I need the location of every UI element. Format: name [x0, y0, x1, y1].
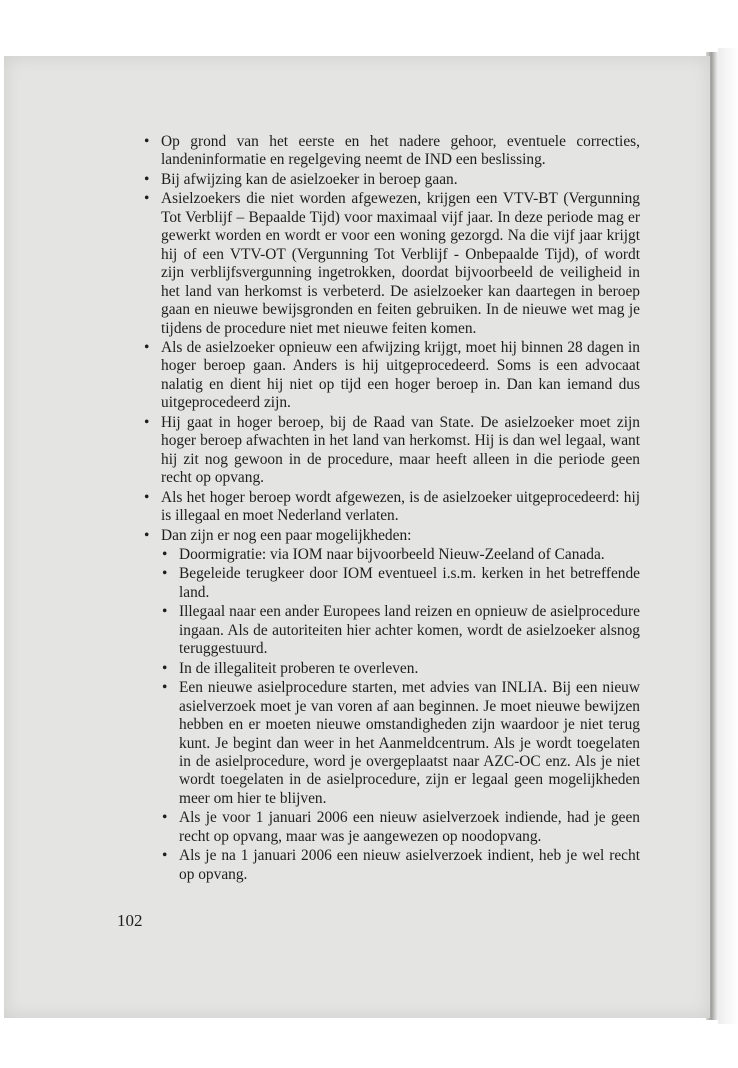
list-item: • Asielzoekers die niet worden afgewezen, krijgen een VTV-BT (Vergunning Tot Verblijf – Bepaalde Tijd) voor maximaal vijf jaar. In deze periode mag er gewerkt worden en wordt er voor een woning gezorgd. Na die vijf jaar krijgt hij of een VTV-OT (Vergunning Tot Verblijf - Onbepaalde Tijd), of wordt zijn verblijfsvergunning ingetrokken, doordat bijvoorbeeld de veiligheid in het land van herkomst is verbeterd. De asielzoeker kan daartegen in beroep gaan en nieuwe bewijsgronden en feiten gebruiken. In de nieuwe wet mag je tijdens de procedure niet met nieuwe feiten komen. [143, 190, 640, 338]
page-body [143, 133, 640, 885]
sub-list-item: • Doormigratie: via IOM naar bijvoorbeeld Nieuw-Zeeland of Canada. [161, 546, 640, 564]
sub-list-item: • Als je voor 1 januari 2006 een nieuw asielverzoek indiende, had je geen recht op opvang, maar was je aangewezen op noodopvang. [161, 809, 640, 846]
sub-list-item: • Illegaal naar een ander Europees land reizen en opnieuw de asielprocedure ingaan. Als de autoriteiten hier achter komen, wordt de asielzoeker alsnog teruggestuurd. [161, 603, 640, 658]
sub-list-item: • In de illegaliteit proberen te overleven. [161, 660, 640, 678]
list-item: • Als het hoger beroep wordt afgewezen, is de asielzoeker uitgeprocedeerd: hij is illegaal en moet Nederland verlaten. [143, 489, 640, 526]
list-item-options [143, 527, 640, 885]
page-edge [718, 48, 738, 1024]
page-number: 102 [117, 911, 143, 930]
list-item: • Als de asielzoeker opnieuw een afwijzing krijgt, moet hij binnen 28 dagen in hoger beroep gaan. Anders is hij uitgeprocedeerd. Soms is een advocaat nalatig en dient hij niet op tijd een hoger beroep in. Dan kan iemand dus uitgeprocedeerd zijn. [143, 339, 640, 413]
sub-list-item: • Als je na 1 januari 2006 een nieuw asielverzoek indient, heb je wel recht op opvang. [161, 847, 640, 884]
sub-list-item: • Begeleide terugkeer door IOM eventueel i.s.m. kerken in het betreffende land. [161, 565, 640, 602]
sub-bullet-list [161, 546, 640, 884]
list-item-text: Dan zijn er nog een paar mogelijkheden: [161, 526, 412, 544]
list-item: • Hij gaat in hoger beroep, bij de Raad van State. De asielzoeker moet zijn hoger beroep afwachten in het land van herkomst. Hij is dan wel legaal, want hij zit nog gewoon in de procedure, maar heeft alleen in die periode geen recht op opvang. [143, 414, 640, 488]
bullet-list [143, 133, 640, 884]
sub-list-item: • Een nieuwe asielprocedure starten, met advies van INLIA. Bij een nieuw asielverzoek moet je van voren af aan beginnen. Je moet nieuwe bewijzen hebben en er moeten nieuwe omstandigheden zijn waardoor je niet terug kunt. Je begint dan weer in het Aanmeldcentrum. Als je wordt toegelaten in de asielprocedure, word je overgeplaatst naar AZC-OC enz. Als je niet wordt toegelaten in de asielprocedure, zijn er legaal geen mogelijkheden meer om hier te blijven. [161, 679, 640, 808]
list-item: • Bij afwijzing kan de asielzoeker in beroep gaan. [143, 171, 640, 189]
list-item: • Op grond van het eerste en het nadere gehoor, eventuele correcties, landeninformatie en regelgeving neemt de IND een beslissing. [143, 133, 640, 170]
